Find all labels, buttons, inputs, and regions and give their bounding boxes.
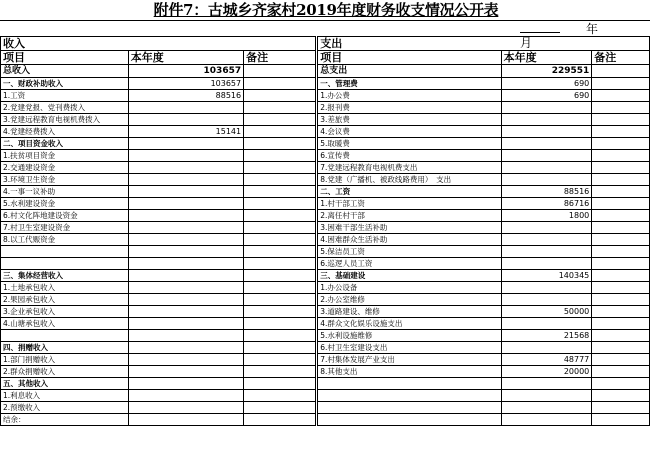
expense-amount-cell [501, 150, 592, 162]
income-item-cell: 2.预缴收入 [1, 402, 129, 414]
income-amount-cell [128, 138, 243, 150]
expense-item-cell: 1.村干部工资 [318, 198, 501, 210]
expense-item-cell [318, 390, 501, 402]
table-row [1, 366, 650, 378]
table-row [1, 342, 650, 354]
expense-note-cell [592, 162, 650, 174]
income-note-cell [244, 234, 316, 246]
income-note-cell [244, 198, 316, 210]
expense-note-cell [592, 246, 650, 258]
income-note-cell [244, 390, 316, 402]
expense-item-cell: 4.困难群众生活补助 [318, 234, 501, 246]
income-amount-cell: 15141 [128, 126, 243, 138]
table-row [1, 234, 650, 246]
expense-amount-cell: 1800 [501, 210, 592, 222]
expense-item-cell [318, 378, 501, 390]
expense-note-cell [592, 102, 650, 114]
expense-item-cell: 2.报刊费 [318, 102, 501, 114]
income-amount-cell [128, 342, 243, 354]
expense-note-cell [592, 234, 650, 246]
table-row [1, 186, 650, 198]
table-row [1, 306, 650, 318]
income-note-cell [244, 78, 316, 90]
expense-amount-cell [501, 342, 592, 354]
table-row [1, 270, 650, 282]
expense-amount-cell [501, 102, 592, 114]
income-item-cell: 3.企业承包收入 [1, 306, 129, 318]
expense-col-year: 本年度 [501, 51, 592, 65]
expense-note-cell [592, 354, 650, 366]
table-row [1, 126, 650, 138]
income-amount-cell [128, 294, 243, 306]
expense-amount-cell [501, 414, 592, 426]
income-item-cell: 4.党建经费拨入 [1, 126, 129, 138]
expense-note-cell [592, 378, 650, 390]
expense-note-cell [592, 318, 650, 330]
income-item-cell: 结余： [1, 414, 129, 426]
income-amount-cell [128, 210, 243, 222]
income-amount-cell [128, 258, 243, 270]
expense-note-cell [592, 78, 650, 90]
income-amount-cell [128, 318, 243, 330]
income-note-cell [244, 330, 316, 342]
income-amount-cell [128, 378, 243, 390]
income-amount-cell [128, 234, 243, 246]
income-note-cell [244, 210, 316, 222]
table-row [1, 330, 650, 342]
date-blank [520, 20, 560, 33]
income-note-cell [244, 318, 316, 330]
expense-amount-cell: 229551 [501, 65, 592, 78]
table-row [1, 162, 650, 174]
expense-item-cell: 二、工资 [318, 186, 501, 198]
income-amount-cell [128, 150, 243, 162]
expense-amount-cell [501, 138, 592, 150]
expense-item-cell: 7.党建远程教育电视机费支出 [318, 162, 501, 174]
expense-item-cell: 3.道路建设、维修 [318, 306, 501, 318]
expense-note-cell [592, 258, 650, 270]
expense-amount-cell [501, 246, 592, 258]
expense-item-cell: 1.办公费 [318, 90, 501, 102]
income-amount-cell [128, 330, 243, 342]
income-note-cell [244, 402, 316, 414]
expense-note-cell [592, 390, 650, 402]
income-item-cell: 1.土地承包收入 [1, 282, 129, 294]
income-note-cell [244, 258, 316, 270]
income-amount-cell: 103657 [128, 78, 243, 90]
table-row [1, 414, 650, 426]
income-note-cell [244, 306, 316, 318]
table-row [1, 138, 650, 150]
income-note-cell [244, 246, 316, 258]
year-label: 年 [586, 22, 599, 36]
income-item-cell: 二、项目资金收入 [1, 138, 129, 150]
table-row [1, 222, 650, 234]
income-note-cell [244, 270, 316, 282]
table-row [1, 90, 650, 102]
income-amount-cell: 103657 [128, 65, 243, 78]
expense-note-cell [592, 402, 650, 414]
income-amount-cell [128, 102, 243, 114]
income-note-cell [244, 162, 316, 174]
table-row [1, 258, 650, 270]
expense-amount-cell: 140345 [501, 270, 592, 282]
table-row [1, 294, 650, 306]
expense-item-cell [318, 414, 501, 426]
expense-note-cell [592, 210, 650, 222]
expense-note-cell [592, 222, 650, 234]
table-row [1, 114, 650, 126]
income-item-cell [1, 246, 129, 258]
income-col-note: 备注 [244, 51, 316, 65]
expense-item-cell: 4.群众文化娱乐设施支出 [318, 318, 501, 330]
table-row [1, 402, 650, 414]
income-col-item: 项目 [1, 51, 129, 65]
income-item-cell: 8.以工代赈资金 [1, 234, 129, 246]
expense-amount-cell [501, 126, 592, 138]
income-note-cell [244, 186, 316, 198]
income-item-cell: 1.扶贫项目资金 [1, 150, 129, 162]
expense-item-cell: 5.水利设施维修 [318, 330, 501, 342]
expense-note-cell [592, 366, 650, 378]
expense-note-cell [592, 90, 650, 102]
expense-note-cell [592, 114, 650, 126]
income-note-cell [244, 294, 316, 306]
income-note-cell [244, 126, 316, 138]
income-note-cell [244, 222, 316, 234]
expense-note-cell [592, 282, 650, 294]
expense-item-cell: 1.办公设备 [318, 282, 501, 294]
income-amount-cell [128, 402, 243, 414]
expense-note-cell [592, 186, 650, 198]
expense-amount-cell [501, 378, 592, 390]
income-note-cell [244, 138, 316, 150]
expense-note-cell [592, 414, 650, 426]
expense-item-cell: 5.保洁员工资 [318, 246, 501, 258]
finance-table [0, 36, 650, 426]
income-amount-cell [128, 114, 243, 126]
expense-item-cell: 三、基础建设 [318, 270, 501, 282]
income-item-cell: 一、财政补助收入 [1, 78, 129, 90]
page-title: 附件7：古城乡齐家村2019年度财务收支情况公开表 [153, 1, 499, 19]
expense-amount-cell: 88516 [501, 186, 592, 198]
expense-amount-cell: 21568 [501, 330, 592, 342]
expense-item-cell: 一、管理费 [318, 78, 501, 90]
income-item-cell: 2.群众捐赠收入 [1, 366, 129, 378]
expense-amount-cell [501, 222, 592, 234]
income-note-cell [244, 342, 316, 354]
income-item-cell: 三、集体经营收入 [1, 270, 129, 282]
expense-amount-cell: 690 [501, 90, 592, 102]
income-amount-cell [128, 366, 243, 378]
income-item-cell: 2.果园承包收入 [1, 294, 129, 306]
title-row [0, 0, 650, 21]
income-amount-cell [128, 306, 243, 318]
income-amount-cell: 88516 [128, 90, 243, 102]
income-item-cell [1, 330, 129, 342]
income-note-cell [244, 150, 316, 162]
expense-item-cell: 3.差旅费 [318, 114, 501, 126]
income-item-cell: 4.山塘承包收入 [1, 318, 129, 330]
table-row [1, 390, 650, 402]
income-note-cell [244, 114, 316, 126]
table-row [1, 102, 650, 114]
table-row [1, 354, 650, 366]
income-amount-cell [128, 246, 243, 258]
income-amount-cell [128, 222, 243, 234]
income-header: 收入 [1, 37, 316, 51]
expense-col-item: 项目 [318, 51, 501, 65]
income-item-cell: 五、其他收入 [1, 378, 129, 390]
expense-amount-cell [501, 402, 592, 414]
income-amount-cell [128, 270, 243, 282]
income-item-cell: 5.水利建设资金 [1, 198, 129, 210]
table-row [1, 150, 650, 162]
table-row [1, 198, 650, 210]
column-header-row [1, 51, 650, 65]
expense-item-cell: 8.其他支出 [318, 366, 501, 378]
table-row [1, 210, 650, 222]
income-col-year: 本年度 [128, 51, 243, 65]
expense-amount-cell: 86716 [501, 198, 592, 210]
income-amount-cell [128, 198, 243, 210]
table-row [1, 318, 650, 330]
expense-note-cell [592, 306, 650, 318]
income-item-cell: 6.村文化阵地建设资金 [1, 210, 129, 222]
expense-header: 支出 [318, 37, 650, 51]
income-amount-cell [128, 186, 243, 198]
expense-item-cell: 2.离任村干部 [318, 210, 501, 222]
expense-amount-cell [501, 174, 592, 186]
table-row [1, 246, 650, 258]
income-item-cell: 1.利息收入 [1, 390, 129, 402]
expense-amount-cell [501, 258, 592, 270]
expense-amount-cell [501, 282, 592, 294]
income-note-cell [244, 414, 316, 426]
income-item-cell [1, 258, 129, 270]
expense-amount-cell [501, 114, 592, 126]
expense-item-cell: 5.取暖费 [318, 138, 501, 150]
expense-amount-cell: 50000 [501, 306, 592, 318]
table-row [1, 65, 650, 78]
income-item-cell: 4.一事一议补助 [1, 186, 129, 198]
expense-note-cell [592, 330, 650, 342]
income-note-cell [244, 378, 316, 390]
expense-note-cell [592, 198, 650, 210]
expense-item-cell: 6.宣传费 [318, 150, 501, 162]
month-label: 月 [520, 36, 533, 50]
expense-note-cell [592, 342, 650, 354]
income-item-cell: 3.党建远程教育电视机费拨入 [1, 114, 129, 126]
expense-item-cell: 6.村卫生室建设支出 [318, 342, 501, 354]
income-item-cell: 2.交通建设资金 [1, 162, 129, 174]
income-note-cell [244, 354, 316, 366]
table-row [1, 78, 650, 90]
income-note-cell [244, 366, 316, 378]
expense-note-cell [592, 150, 650, 162]
expense-amount-cell [501, 234, 592, 246]
income-amount-cell [128, 282, 243, 294]
expense-item-cell: 4.会议费 [318, 126, 501, 138]
income-item-cell: 1.工资 [1, 90, 129, 102]
income-item-cell: 总收入 [1, 65, 129, 78]
table-row [1, 282, 650, 294]
income-amount-cell [128, 414, 243, 426]
income-item-cell: 2.党建党报、党刊费拨入 [1, 102, 129, 114]
expense-amount-cell [501, 162, 592, 174]
expense-note-cell [592, 294, 650, 306]
table-row [1, 174, 650, 186]
expense-item-cell: 2.办公室维修 [318, 294, 501, 306]
expense-note-cell [592, 126, 650, 138]
income-amount-cell [128, 162, 243, 174]
income-note-cell [244, 174, 316, 186]
expense-note-cell [592, 138, 650, 150]
income-amount-cell [128, 354, 243, 366]
expense-amount-cell: 690 [501, 78, 592, 90]
expense-note-cell [592, 65, 650, 78]
income-amount-cell [128, 390, 243, 402]
expense-item-cell: 7.村集体发展产业支出 [318, 354, 501, 366]
income-item-cell: 1.部门捐赠收入 [1, 354, 129, 366]
expense-item-cell: 总支出 [318, 65, 501, 78]
expense-amount-cell [501, 318, 592, 330]
income-note-cell [244, 90, 316, 102]
section-header-row [1, 37, 650, 51]
income-amount-cell [128, 174, 243, 186]
income-note-cell [244, 282, 316, 294]
expense-note-cell [592, 270, 650, 282]
expense-note-cell [592, 174, 650, 186]
expense-col-note: 备注 [592, 51, 650, 65]
income-item-cell: 7.村卫生室建设资金 [1, 222, 129, 234]
expense-item-cell: 3.困难干部生活补助 [318, 222, 501, 234]
expense-item-cell: 6.巡逻人员工资 [318, 258, 501, 270]
expense-amount-cell: 48777 [501, 354, 592, 366]
table-row [1, 378, 650, 390]
expense-amount-cell [501, 294, 592, 306]
expense-item-cell [318, 402, 501, 414]
expense-amount-cell: 20000 [501, 366, 592, 378]
income-item-cell: 3.环境卫生资金 [1, 174, 129, 186]
income-note-cell [244, 102, 316, 114]
expense-item-cell: 8.党建（广播机、被政线路费用） 支出 [318, 174, 501, 186]
income-item-cell: 四、捐赠收入 [1, 342, 129, 354]
expense-amount-cell [501, 390, 592, 402]
income-note-cell [244, 65, 316, 78]
